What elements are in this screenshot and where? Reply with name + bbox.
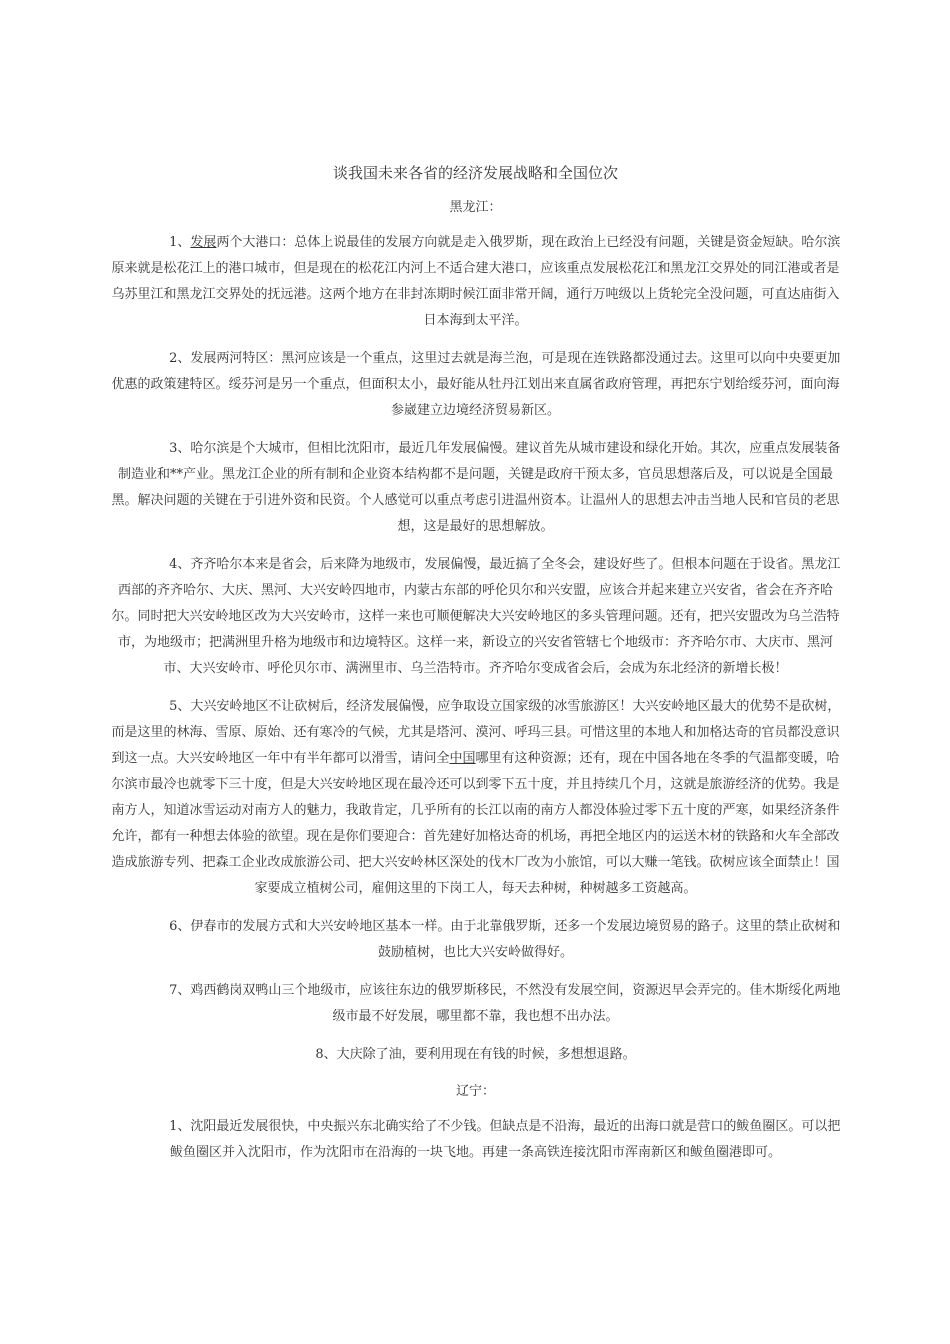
paragraph-heilongjiang-6: 6、伊春市的发展方式和大兴安岭地区基本一样。由于北靠俄罗斯，还多一个发展边境贸易的路子。这里的禁止砍树和鼓励植树，也比大兴安岭做得好。 <box>169 919 841 960</box>
paragraph-heilongjiang-4: 4、齐齐哈尔本来是省会，后来降为地级市，发展偏慢，最近搞了全冬会，建设好些了。但根本问题在于设省。黑龙江西部的齐齐哈尔、大庆、黑河、大兴安岭四地市，内蒙古东部的呼伦贝尔和兴安盟，应该合并起来建立兴安省，省会在齐齐哈尔。同时把大兴安岭地区改为大兴安岭市，这样一来也可顺便解决大兴安岭地区的多头管理问题。还有，把兴安盟改为乌兰浩特市，为地级市；把满洲里升格为地级市和边境特区。这样一来，新设立的兴安省管辖七个地级市：齐齐哈尔市、大庆市、黑河市、大兴安岭市、呼伦贝尔市、满洲里市、乌兰浩特市。齐齐哈尔变成省会后，会成为东北经济的新增长极！ <box>111 557 841 676</box>
document-title: 谈我国未来各省的经济发展战略和全国位次 <box>332 164 618 182</box>
paragraph-text: 5、大兴安岭地区不让砍树后，经济发展偏慢，应争取设立国家级的冰雪旅游区！大兴安岭地区最大的优势不是砍树，而是这里的林海、雪原、原始、还有寒冷的气候，尤其是塔河、漠河、呼玛三县。可惜这里的本地人和加格达奇的官员都没意识到这一点。大兴安岭地区一年中有半年都可以滑雪，请问全 <box>111 699 841 766</box>
paragraph-heilongjiang-5 <box>108 694 843 902</box>
paragraph-heilongjiang-7: 7、鸡西鹤岗双鸭山三个地级市，应该往东边的俄罗斯移民，不然没有发展空间，资源迟早会弄完的。佳木斯绥化两地级市最不好发展，哪里都不靠，我也想不出办法。 <box>169 983 841 1024</box>
paragraph-text: 两个大港口：总体上说最佳的发展方向就是走入俄罗斯，现在政治上已经没有问题，关键是资金短缺。哈尔滨原来就是松花江上的港口城市，但是现在的松花江内河上不适合建大港口，应该重点发展松花江和黑龙江交界处的同江港或者是乌苏里江和黑龙江交界处的抚远港。这两个地方在非封冻期时候江面非常开阔，通行万吨级以上货轮完全没问题，可直达庙街入日本海到太平洋。 <box>111 235 841 328</box>
paragraph-liaoning-1: 1、沈阳最近发展很快，中央振兴东北确实给了不少钱。但缺点是不沿海，最近的出海口就是营口的鲅鱼圈区。可以把鲅鱼圈区并入沈阳市，作为沈阳市在沿海的一块飞地。再建一条高铁连接沈阳市浑南新区和鲅鱼圈港即可。 <box>169 1119 841 1160</box>
paragraph-heilongjiang-1 <box>108 230 843 334</box>
paragraph-heilongjiang-3: 3、哈尔滨是个大城市，但相比沈阳市，最近几年发展偏慢。建议首先从城市建设和绿化开始。其次，应重点发展装备制造业和**产业。黑龙江企业的所有制和企业资本结构都不是问题，关键是政府干预太多，官员思想落后及，可以说是全国最黑。解决问题的关键在于引进外资和民资。个人感觉可以重点考虑引进温州资本。让温州人的思想去冲击当地人民和官员的老思想，这是最好的思想解放。 <box>111 441 841 534</box>
link-fazhan[interactable]: 发展 <box>190 235 217 250</box>
paragraph-prefix: 1、 <box>169 235 191 250</box>
section-heading-liaoning: 辽宁： <box>455 1084 495 1099</box>
paragraph-heilongjiang-2: 2、发展两河特区：黑河应该是一个重点，这里过去就是海兰泡，可是现在连铁路都没通过去。这里可以向中央要更加优惠的政策建特区。绥芬河是另一个重点，但面积太小，最好能从牡丹江划出来直属省政府管理，再把东宁划给绥芬河，面向海参崴建立边境经济贸易新区。 <box>111 351 841 418</box>
paragraph-text: 哪里有这种资源；还有，现在中国各地在冬季的气温都变暖，哈尔滨市最冷也就零下三十度，但是大兴安岭地区现在最冷还可以到零下五十度，并且持续几个月，这就是旅游经济的优势。我是南方人，知道冰雪运动对南方人的魅力，我敢肯定，几乎所有的长江以南的南方人都没体验过零下五十度的严寒，如果经济条件允许，都有一种想去体验的欲望。现在是你们要迎合：首先建好加格达奇的机场，再把全地区内的运送木材的铁路和火车全部改造成旅游专列、把森工企业改成旅游公司、把大兴安岭林区深处的伐木厂改为小旅馆，可以大赚一笔钱。砍树应该全面禁止！国家要成立植树公司，雇佣这里的下岗工人，每天去种树，种树越多工资越高。 <box>111 751 840 896</box>
paragraph-heilongjiang-8: 8、大庆除了油，要利用现在有钱的时候，多想想退路。 <box>315 1047 636 1062</box>
document-page <box>108 160 843 1178</box>
link-zhongguo[interactable]: 中国 <box>449 751 476 766</box>
section-heading-heilongjiang: 黑龙江： <box>449 200 502 215</box>
